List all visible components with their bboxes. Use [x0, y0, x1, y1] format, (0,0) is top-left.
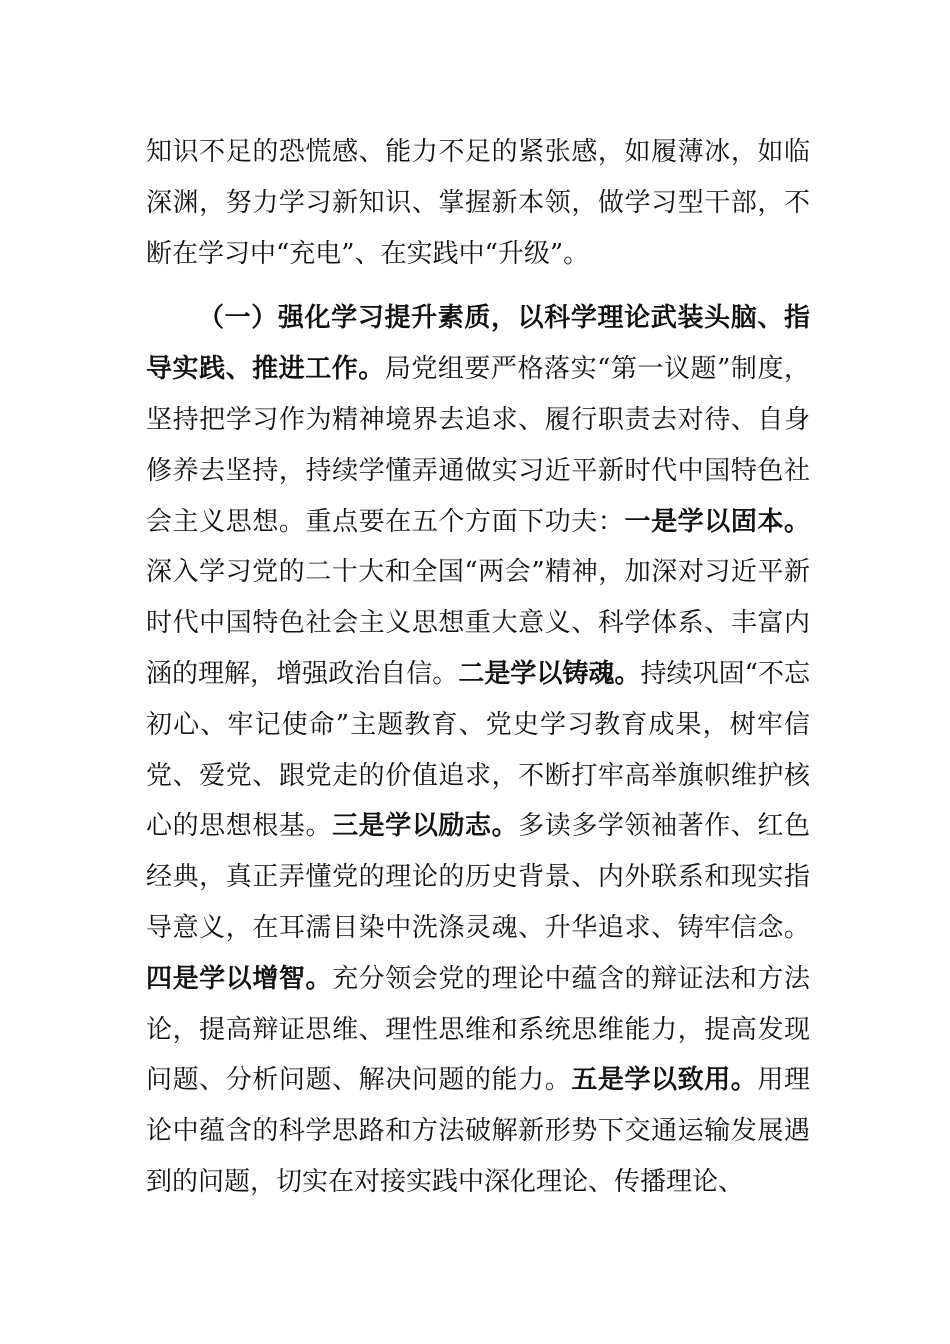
point-four-title: 四是学以增智。	[146, 963, 333, 994]
point-five-text: 用理论中蕴含的科学思路和方法破解新形势下交通运输发展遇到的问题，切实在对接实践中深化理论、传播理论、	[146, 1065, 810, 1197]
point-three-text: 多读多学领袖著作、红色经典，真正弄懂党的理论的历史背景、内外联系和现实指导意义，在耳濡目染中洗涤灵魂、升华追求、铸牢信念。	[146, 811, 810, 943]
section-heading: （一）强化学习提升素质，以科学理论武装头脑、指导实践、推进工作。	[146, 303, 810, 385]
point-five-title: 五是学以致用。	[571, 1065, 758, 1096]
section-intro-text: 局党组要严格落实“第一议题”制度，坚持把学习作为精神境界去追求、履行职责去对待、自身修养去坚持，持续学懂弄通做实习近平新时代中国特色社会主义思想。重点要在五个方面下功夫：	[146, 354, 810, 537]
point-two-title: 二是学以铸魂。	[458, 658, 641, 689]
point-one-text: 深入学习党的二十大和全国“两会”精神，加深对习近平新时代中国特色社会主义思想重大意义、科学体系、丰富内涵的理解，增强政治自信。	[146, 557, 810, 689]
document-body	[146, 127, 810, 1208]
point-four-text: 充分领会党的理论中蕴含的辩证法和方法论，提高辩证思维、理性思维和系统思维能力，提高发现问题、分析问题、解决问题的能力。	[146, 963, 810, 1096]
point-three-title: 三是学以励志。	[332, 811, 519, 842]
paragraph-section-one	[146, 293, 810, 1207]
point-one-title: 一是学以固本。	[624, 506, 810, 537]
paragraph-continuation: 知识不足的恐慌感、能力不足的紧张感，如履薄冰，如临深渊，努力学习新知识、掌握新本领，做学习型干部，不断在学习中“充电”、在实践中“升级”。	[146, 137, 810, 269]
point-two-text: 持续巩固“不忘初心、牢记使命”主题教育、党史学习教育成果，树牢信党、爱党、跟党走的价值追求，不断打牢高举旗帜维护核心的思想根基。	[146, 658, 810, 842]
